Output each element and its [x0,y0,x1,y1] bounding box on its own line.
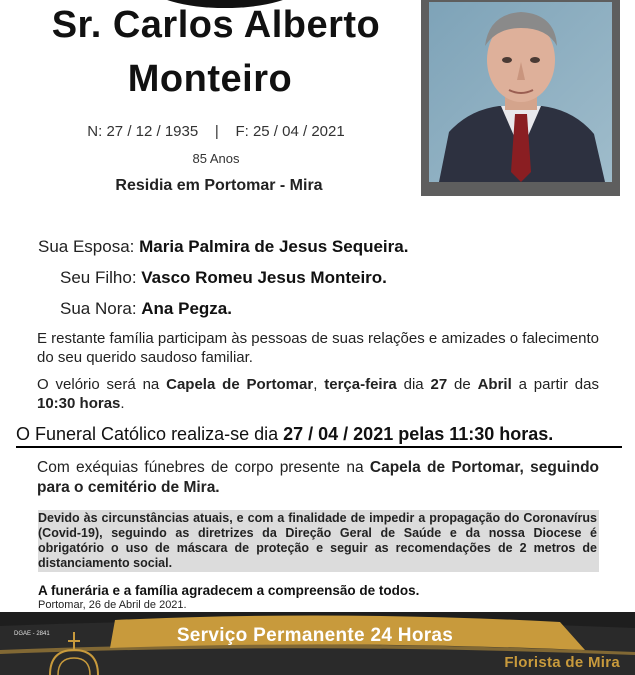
wake-place: Capela de Portomar [166,376,314,393]
family-announcement: E restante família participam às pessoas de suas relações e amizades o falecimento do seu querido saudoso familiar. [37,330,599,366]
relative-son [60,268,387,288]
wake-text: a partir das [511,376,599,393]
relative-name: Ana Pegza. [141,299,232,318]
funeral-info [16,424,622,448]
wake-weekday: terça-feira [324,376,397,393]
portrait-frame [421,0,620,196]
deceased-name-line1: Sr. Carlos Alberto [51,4,381,46]
portrait-photo [429,2,612,182]
wake-info [37,375,599,413]
florist-name: Florista de Mira [504,654,620,671]
church-text: , seguindo para o cemitério de Mira. [37,459,600,496]
wake-time: 10:30 horas [37,395,121,412]
wake-day: 27 [430,376,448,393]
thanks-message: A funerária e a família agradecem a compreensão de todos. [38,583,420,598]
age: 85 Anos [192,151,240,166]
relative-name: Maria Palmira de Jesus Sequeira. [139,237,409,256]
wake-text: . [120,395,125,412]
relative-label: Sua Esposa: [38,237,140,256]
residence: Residia em Portomar - Mira [115,177,323,194]
relative-label: Sua Nora: [60,299,142,318]
wake-text: , [313,376,325,393]
covid-notice: Devido às circunstâncias atuais, e com a finalidade de impedir a propagação do Coronavírus (Covid-19), seguindo as diretrizes da Direção Geral de Saúde e da nossa Diocese é obrigatório o uso de máscara de proteção e seguir as recomendações de 2 metros de distanciamento social. [38,511,597,570]
wake-text: de [447,376,478,393]
relative-spouse [38,237,408,257]
deceased-name-line2: Monteiro [127,58,293,100]
church-text: Com exéquias fúnebres de corpo presente na [37,459,370,476]
birth-death-dates: N: 27 / 12 / 1935 | F: 25 / 04 / 2021 [87,123,345,140]
funeral-text: O Funeral Católico realiza-se dia [16,424,284,444]
wake-month: Abril [477,376,512,393]
relative-label: Seu Filho: [60,268,142,287]
church-place: Capela de Portomar [369,459,520,476]
license-number: DGAE - 2841 [14,631,50,637]
relative-daughter-in-law [60,299,232,319]
place-date: Portomar, 26 de Abril de 2021. [38,599,187,611]
wake-text: O velório será na [37,376,167,393]
service-banner-text: Serviço Permanente 24 Horas [176,625,454,646]
relative-name: Vasco Romeu Jesus Monteiro. [141,268,387,287]
church-info [37,458,599,498]
funeral-date-time: 27 / 04 / 2021 pelas 11:30 horas. [283,424,554,444]
wake-text: dia [396,376,431,393]
